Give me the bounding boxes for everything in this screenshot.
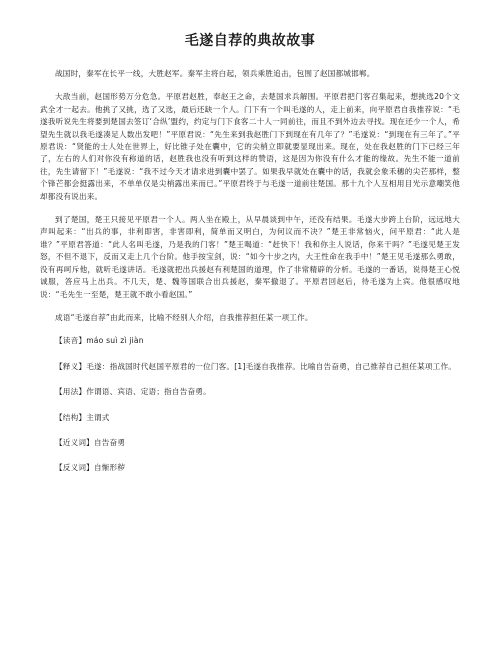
entry-tag: 【用法】 — [55, 387, 87, 397]
entry-text: 自惭形秽 — [93, 463, 126, 473]
entry-pronunciation — [40, 335, 460, 347]
entry-definition — [40, 361, 460, 373]
entry-text: 作谓语、宾语、定语；指自告奋勇。 — [86, 387, 211, 397]
paragraph-intro: 战国时，秦军在长平一线，大胜赵军。秦军主将白起，领兵乘胜追击，包围了赵国都城邯郸。 — [55, 69, 375, 78]
entry-tag: 【读音】 — [55, 336, 87, 346]
document-title: 毛遂自荐的典故故事 — [184, 33, 316, 49]
entry-tag: 【释义】 — [55, 361, 87, 371]
entry-antonym — [40, 462, 460, 474]
entry-structure — [40, 412, 460, 424]
entry-tag: 【结构】 — [55, 412, 87, 422]
paragraph-idiom-origin: 成语“毛遂自荐”由此而来，比喻不经别人介绍，自我推荐担任某一项工作。 — [55, 312, 313, 322]
entry-text: 主谓式 — [86, 412, 110, 422]
paragraph-chu-visit: 到了楚国，楚王只接见平原君一个人。两人坐在殿上，从早晨谈到中午，还没有结果。毛遂大步跨上台阶，远远地大声叫起来：“出兵的事，非利即害，非害即利，简单而又明白，为何议而不决？”楚王非常恼火，问平原君：“此人是谁？”平原君答道：“此人名叫毛遂，乃是我的门客！”楚王喝道：“赶快下！我和你主人说话，你来干吗？”毛遂见楚王发怒，不但不退下，反而又走上几个台阶。他手按宝剑，说：“如今十步之内，大王性命在我手中！”楚王见毛遂那么勇敢，没有再呵斥他，就听毛遂讲话。毛遂就把出兵援赵有利楚国的道理，作了非常精辟的分析。毛遂的一番话，说得楚王心悦诚服，答应马上出兵。不几天，楚、魏等国联合出兵援赵，秦军撤退了。平原君回赵后，待毛遂为上宾。他很感叹地说：“毛先生一至楚，楚王就不敢小看赵国。” — [40, 215, 460, 299]
entry-synonym — [40, 437, 460, 449]
entry-text: 自告奋勇 — [93, 437, 126, 447]
entry-tag: 【反义词】 — [55, 463, 94, 473]
entry-tag: 【近义词】 — [55, 437, 94, 447]
entry-text: máo suì zì jiàn — [86, 336, 144, 346]
paragraph-recommendation: 大敌当前，赵国形势万分危急。平原君赵胜，奉赵王之命，去楚国求兵解围。平原君把门客召集起来，想挑选20个文武全才一起去。他挑了又挑，选了又选，最后还缺一个人。门下有一个叫毛遂的人，走上前来，向平原君自我推荐说：“毛遂我听说先生将要到楚国去签订‘合纵’盟约，约定与门下食客二十人一同前往，而且不到外边去寻找。现在还少一个人，希望先生就以我毛遂凑足人数出发吧！”平原君说：“先生来到我赵胜门下到现在有几年了？”毛遂说：“到现在有三年了。”平原君说：“贤能的士人处在世界上，好比锥子处在囊中，它的尖梢立即就要显现出来。现在，处在我赵胜的门下已经三年了，左右的人们对你没有称道的话，赵胜我也没有听到这样的赞语，这是因为你没有什么才能的缘故。先生不能一道前往，先生请留下！”毛遂说：“我不过今天才请求进到囊中罢了。如果我早就处在囊中的话，我就会象禾穗的尖芒那样，整个锋芒都会挺露出来，不单单仅是尖梢露出来而已。”平原君终于与毛遂一道前往楚国。那十九个人互相用目光示意嘲笑他却都没有说出来。 — [40, 92, 460, 201]
entry-usage — [40, 386, 460, 398]
entry-text: 毛遂：指战国时代赵国平原君的一位门客。[1]毛遂自我推荐。比喻自告奋勇，自己推荐自己担任某项工作。 — [86, 361, 457, 371]
